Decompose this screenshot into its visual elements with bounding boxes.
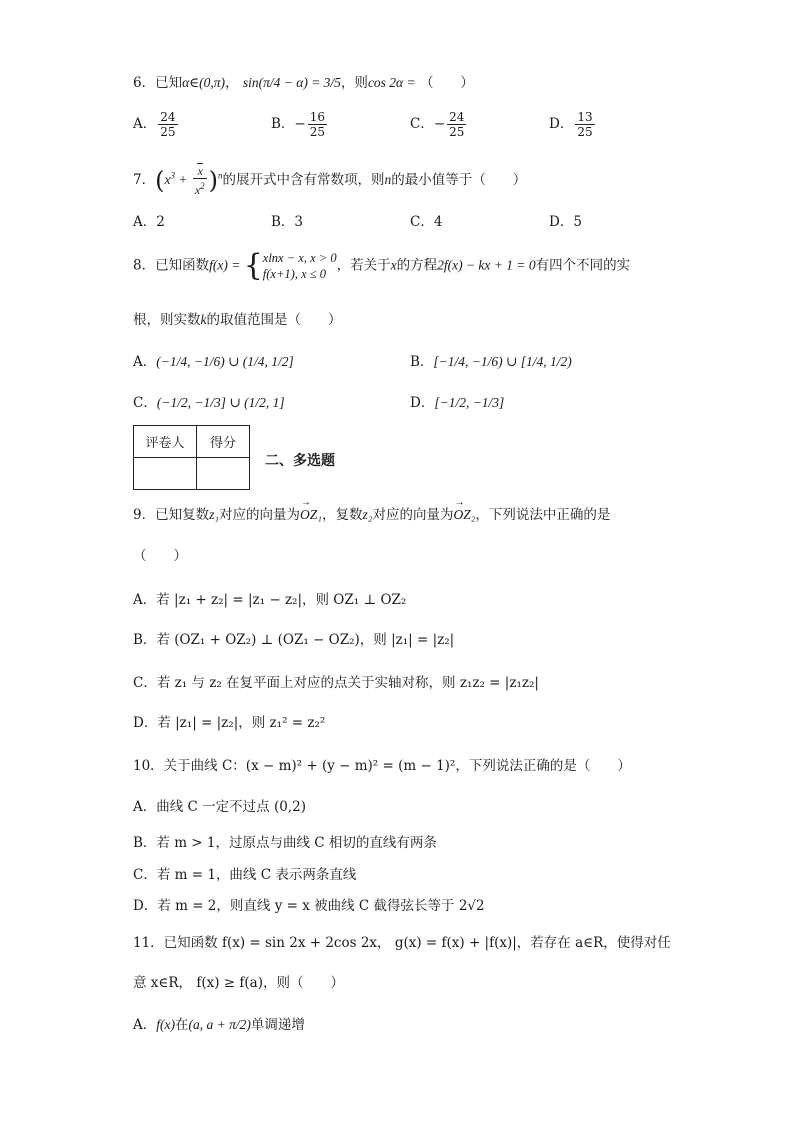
score-table-header-score: 得分 — [197, 426, 250, 458]
question-7-stem: 7．($x^3$ + $\frac{x}{x^2}$ )$^n$的展开式中含有常数项，则n的最小值等于（ ） — [133, 164, 527, 197]
q8-option-c: C．(−1/2, −1/3] ∪ (1/2, 1] — [133, 395, 285, 411]
q10-option-d: D．若 m = 2，则直线 y = x 被曲线 C 截得弦长等于 2√2 — [133, 898, 485, 914]
q11-option-a: A．f(x)在(a, a + π/2)单调递增 — [133, 1017, 305, 1033]
q7-option-a: A．2 — [133, 214, 165, 230]
q7-option-d: D．5 — [549, 214, 582, 230]
score-table-grader-cell[interactable] — [134, 458, 197, 490]
q6-sin-expression: sin(π/4 − α) = 3/5 — [242, 75, 341, 90]
question-8-stem: 8．已知函数f(x) = { xlnx − x, x > 0 f(x+1), x ≤ 0 ，若关于x的方程2f(x) − kx + 1 = 0有四个不同的实 — [133, 248, 631, 283]
question-8-stem-line2: 根，则实数k的取值范围是（ ） — [133, 312, 342, 328]
q8-option-b: B．[−1/4, −1/6) ∪ [1/4, 1/2) — [410, 354, 572, 370]
q9-option-a: A．若 |z₁ + z₂| = |z₁ − z₂|，则 OZ₁ ⊥ OZ₂ — [133, 592, 407, 608]
question-6-stem: 6．已知α∈(0,π)， sin(π/4 − α) = 3/5，则cos 2α = （ ） — [133, 75, 474, 91]
q9-option-b: B．若 (OZ₁ + OZ₂) ⊥ (OZ₁ − OZ₂)，则 |z₁| = |z₂| — [133, 632, 455, 648]
q10-option-a: A．曲线 C 一定不过点 (0,2) — [133, 799, 306, 815]
q10-option-c: C．若 m = 1，曲线 C 表示两条直线 — [133, 867, 357, 883]
question-10-stem: 10．关于曲线 C：(x − m)² + (y − m)² = (m − 1)²，下列说法正确的是（ ） — [133, 758, 631, 774]
q8-option-d: D．[−1/2, −1/3] — [410, 395, 505, 411]
q6-option-a: A． $\frac{24}{25}$ — [133, 110, 176, 139]
score-table-score-cell[interactable] — [197, 458, 250, 490]
q9-option-c: C．若 z₁ 与 z₂ 在复平面上对应的点关于实轴对称，则 z₁z₂ = |z₁z₂| — [133, 675, 539, 691]
q6-option-d: D． $\frac{13}{25}$ — [549, 110, 593, 139]
question-9-stem: 9．已知复数z₁对应的向量为→ OZ₁，复数z₂对应的向量为→ OZ₂，下列说法中正确的是 — [133, 505, 610, 525]
q10-option-b: B．若 m > 1，过原点与曲线 C 相切的直线有两条 — [133, 835, 437, 851]
q7-option-b: B．3 — [271, 214, 304, 230]
score-table — [133, 425, 250, 490]
score-table-header-grader: 评卷人 — [134, 426, 197, 458]
question-11-stem: 11．已知函数 f(x) = sin 2x + 2cos 2x， g(x) = f(x) + |f(x)|，若存在 a∈R，使得对任 — [133, 935, 671, 951]
q6-option-c: C．− $\frac{24}{25}$ — [410, 110, 465, 139]
q6-option-b: B．− $\frac{16}{25}$ — [271, 110, 326, 139]
question-11-stem-line2: 意 x∈R， f(x) ≥ f(a)，则（ ） — [133, 975, 344, 991]
question-9-paren: （ ） — [133, 548, 187, 564]
section-title: 二、多选题 — [265, 453, 335, 469]
q9-option-d: D．若 |z₁| = |z₂|，则 z₁² = z₂² — [133, 715, 326, 731]
q8-option-a: A．(−1/4, −1/6) ∪ (1/4, 1/2] — [133, 354, 294, 370]
q7-option-c: C．4 — [410, 214, 443, 230]
